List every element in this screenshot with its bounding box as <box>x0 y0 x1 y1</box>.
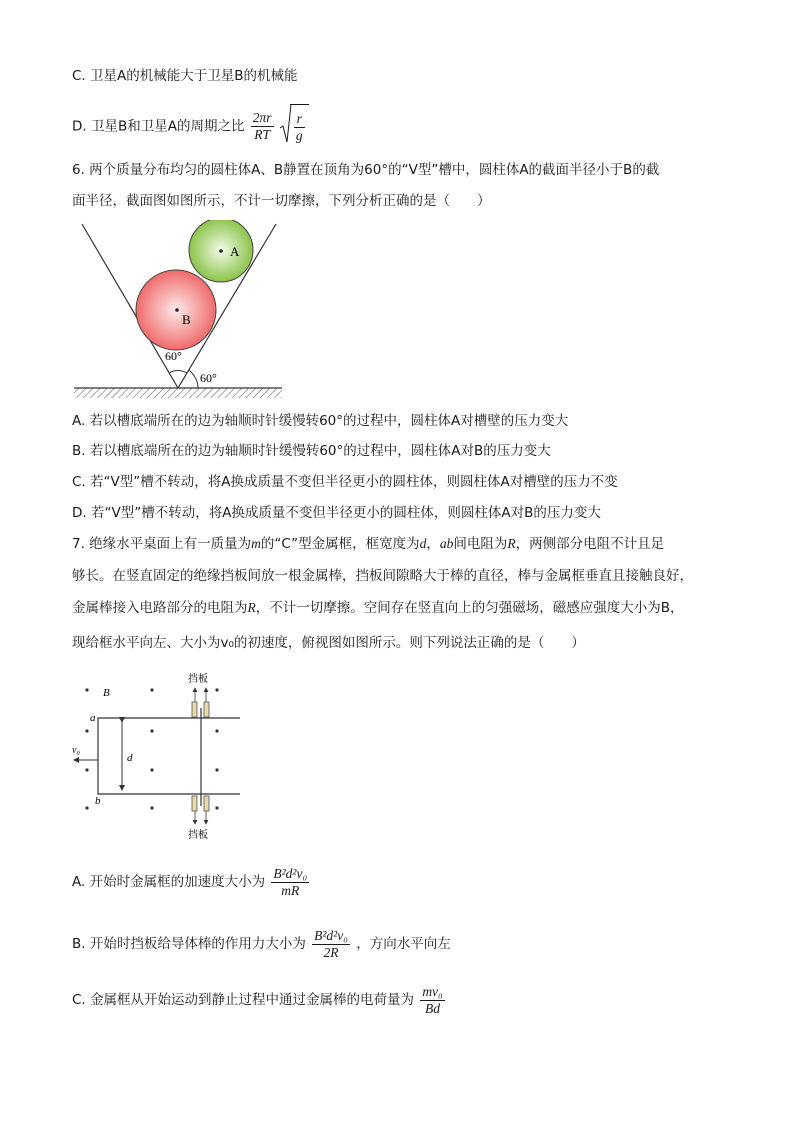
fraction-numerator: B²d²v₀ <box>273 865 308 881</box>
c-frame <box>98 718 240 794</box>
q6-option-d: D. 若“V型”槽不转动，将A换成质量不变但半径更小的圆柱体，则圆柱体A对B的压力变大 <box>72 505 601 521</box>
c-frame-figure <box>65 668 245 846</box>
q7-option-c-fraction <box>420 984 444 1017</box>
q6-stem-line1: 6. 两个质量分布均匀的圆柱体A、B静置在顶角为60°的“V型”槽中，圆柱体A的截面半径小于B的截 <box>72 162 660 178</box>
label-a: a <box>90 712 96 724</box>
label-b: B <box>182 312 191 327</box>
label-v0: v₀ <box>72 745 80 756</box>
label-b: b <box>95 795 101 807</box>
q7-option-a-fraction <box>271 866 309 899</box>
q7-var-d: d <box>419 536 427 551</box>
baffle-bottom-right <box>204 796 209 811</box>
q6-option-a: A. 若以槽底端所在的边为轴顺时针缓慢转60°的过程中，圆柱体A对槽壁的压力变大 <box>72 413 569 429</box>
sqrt-sign-icon <box>280 104 292 144</box>
label-a: A <box>230 244 240 259</box>
q5-frac-numerator: 2πr <box>252 110 272 125</box>
fraction-denominator: 2R <box>323 944 339 960</box>
q6-option-b: B. 若以槽底端所在的边为轴顺时针缓慢转60°的过程中，圆柱体A对B的压力变大 <box>72 443 551 459</box>
baffle-bottom-left <box>192 796 197 811</box>
fraction-denominator: mR <box>281 882 300 898</box>
q7-option-c <box>72 980 447 1020</box>
label-d: d <box>127 752 133 764</box>
q7-text: 的“C”型金属框，框宽度为 <box>260 536 420 552</box>
q6-stem-line2: 面半径，截面图如图所示，不计一切摩擦，下列分析正确的是（ ） <box>72 193 491 209</box>
q5-sqrt <box>280 104 309 149</box>
ground-hatch <box>74 388 282 398</box>
bottom-angle-arc <box>189 370 198 388</box>
q7-var-r: R <box>247 600 256 615</box>
q5-option-d-fraction <box>251 110 274 143</box>
q5-option-d <box>72 104 309 149</box>
field-label-b: B <box>103 687 110 699</box>
q7-option-b-fraction <box>312 928 350 961</box>
baffle-top-left <box>192 702 197 717</box>
q5-frac-denominator: RT <box>254 127 271 142</box>
q7-stem-line3 <box>72 598 684 618</box>
q7-text: 7. 绝缘水平桌面上有一质量为 <box>72 536 252 552</box>
q5-sqrt-numerator: r <box>294 111 305 128</box>
q7-stem-line2: 够长。在竖直固定的绝缘挡板间放一根金属棒，挡板间隙略大于棒的直径，棒与金属框垂直且接触良好， <box>72 568 693 584</box>
q7-text: ，不计一切摩擦。空间存在竖直向上的匀强磁场，磁感应强度大小为B， <box>255 600 684 616</box>
baffle-top-right <box>204 702 209 717</box>
fraction-numerator: B²d²v₀ <box>314 927 348 943</box>
q7-stem-line4: 现给框水平向左、大小为v₀的初速度，俯视图如图所示。则下列说法正确的是（ ） <box>72 635 585 651</box>
q7-option-b <box>72 924 451 964</box>
label-baffle-bottom: 挡板 <box>188 830 208 841</box>
q7-var-m: m <box>251 536 261 551</box>
v-groove-figure <box>70 220 285 405</box>
q7-option-b-text: B. 开始时挡板给导体棒的作用力大小为 <box>72 936 306 952</box>
q7-option-a <box>72 862 311 902</box>
top-angle-arc <box>169 371 187 374</box>
label-baffle-top: 挡板 <box>188 674 208 685</box>
q7-var-r: R <box>507 536 516 551</box>
magnetic-field-dots <box>85 688 218 809</box>
q7-var-ab: ab <box>439 536 454 551</box>
center-b-dot <box>175 308 179 312</box>
q7-option-c-text: C. 金属框从开始运动到静止过程中通过金属棒的电荷量为 <box>72 992 415 1008</box>
angle-bottom-label: 60° <box>200 371 217 385</box>
q7-option-a-text: A. 开始时金属框的加速度大小为 <box>72 874 266 890</box>
q7-text: ， <box>426 536 440 552</box>
q7-option-b-suffix: ，方向水平向左 <box>356 936 451 952</box>
q6-option-c: C. 若“V型”槽不转动，将A换成质量不变但半径更小的圆柱体，则圆柱体A对槽壁的压力不变 <box>72 474 618 490</box>
q7-text: 间电阻为 <box>453 536 508 552</box>
fraction-denominator: Bd <box>425 1000 441 1016</box>
q5-option-c: C. 卫星A的机械能大于卫星B的机械能 <box>72 68 298 84</box>
q5-sqrt-denominator: g <box>295 127 303 143</box>
fraction-numerator: mv₀ <box>422 983 443 999</box>
q5-option-d-text: D. 卫星B和卫星A的周期之比 <box>72 118 245 135</box>
q7-text: 金属棒接入电路部分的电阻为 <box>72 600 248 616</box>
q7-text: ，两侧部分电阻不计且足 <box>515 536 665 552</box>
center-a-dot <box>219 249 223 253</box>
angle-top-label: 60° <box>165 349 182 363</box>
q7-stem-line1 <box>72 534 664 554</box>
